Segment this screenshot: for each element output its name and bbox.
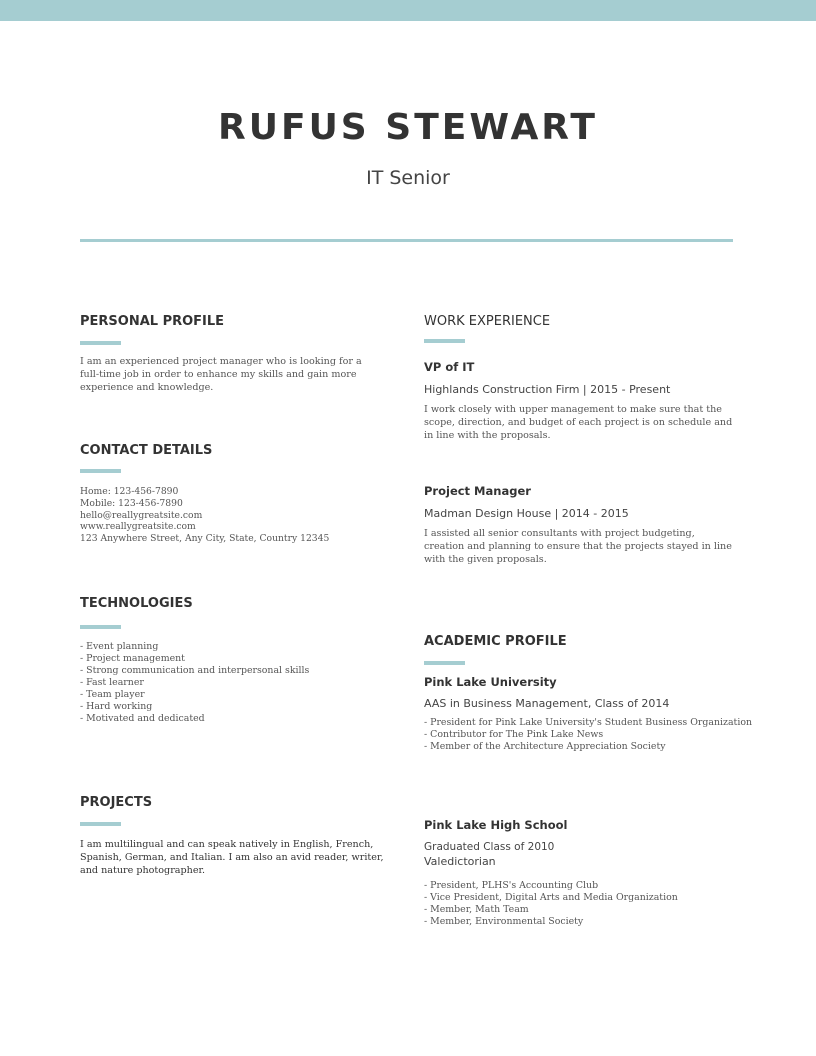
contact-website: www.reallygreatsite.com: [80, 521, 196, 533]
projects-heading: PROJECTS: [80, 795, 153, 810]
school-name: Pink Lake University: [424, 675, 557, 689]
work-experience-heading: WORK EXPERIENCE: [424, 314, 551, 329]
section-accent: [80, 341, 121, 345]
job-company: Highlands Construction Firm | 2015 - Present: [424, 383, 671, 396]
list-item: - Event planning: [80, 641, 159, 652]
school-degree: Graduated Class of 2010: [424, 841, 555, 853]
list-item: - Team player: [80, 689, 145, 700]
list-item: - President for Pink Lake University's Student Business Organization: [424, 717, 752, 728]
school-degree: AAS in Business Management, Class of 2014: [424, 697, 670, 710]
contact-home: Home: 123-456-7890: [80, 486, 179, 497]
school-honor: Valedictorian: [424, 855, 496, 868]
resume-title: IT Senior: [366, 167, 450, 189]
job-company: Madman Design House | 2014 - 2015: [424, 507, 629, 520]
technologies-list: [80, 641, 309, 725]
contact-email: hello@reallygreatsite.com: [80, 509, 203, 521]
school-activities-list: [424, 717, 752, 753]
technologies-heading: TECHNOLOGIES: [80, 596, 193, 611]
job-description: I assisted all senior consultants with project budgeting, creation and planning to ensure that the projects stayed in line with the given proposals.: [424, 528, 732, 565]
section-accent: [80, 469, 121, 473]
school-activities-list: [424, 880, 678, 928]
section-accent: [424, 661, 465, 665]
section-accent: [80, 625, 121, 629]
list-item: - Member, Math Team: [424, 904, 529, 915]
personal-profile-heading: PERSONAL PROFILE: [80, 314, 225, 329]
section-accent: [80, 822, 121, 826]
job-description: I work closely with upper management to make sure that the scope, direction, and budget of each project is on schedule and in line with the proposals.: [424, 404, 733, 441]
section-accent: [424, 339, 465, 343]
list-item: - Motivated and dedicated: [80, 713, 205, 724]
list-item: - Strong communication and interpersonal skills: [80, 665, 310, 676]
contact-mobile: Mobile: 123-456-7890: [80, 497, 183, 509]
list-item: - Contributor for The Pink Lake News: [424, 729, 604, 740]
projects-text: I am multilingual and can speak natively in English, French, Spanish, German, and Italian. I am also an avid reader, writer, and nature photographer.: [80, 839, 384, 876]
list-item: - Member, Environmental Society: [424, 916, 584, 927]
job-title: VP of IT: [424, 360, 475, 374]
list-item: - Hard working: [80, 701, 153, 712]
school-name: Pink Lake High School: [424, 818, 568, 832]
list-item: - Member of the Architecture Appreciation Society: [424, 741, 666, 752]
list-item: - Fast learner: [80, 677, 144, 688]
contact-address: 123 Anywhere Street, Any City, State, Country 12345: [80, 533, 330, 545]
list-item: - Project management: [80, 653, 185, 664]
job-title: Project Manager: [424, 484, 531, 498]
list-item: - Vice President, Digital Arts and Media Organization: [424, 892, 678, 903]
header-divider: [80, 239, 733, 242]
resume-name: RUFUS STEWART: [218, 107, 598, 148]
list-item: - President, PLHS's Accounting Club: [424, 880, 599, 891]
contact-details-heading: CONTACT DETAILS: [80, 443, 213, 458]
contact-list: [80, 486, 329, 545]
personal-profile-text: I am an experienced project manager who is looking for a full-time job in order to enhance my skills and gain more experience and knowledge.: [80, 356, 362, 393]
academic-profile-heading: ACADEMIC PROFILE: [424, 634, 567, 649]
top-accent-bar: [0, 0, 816, 21]
